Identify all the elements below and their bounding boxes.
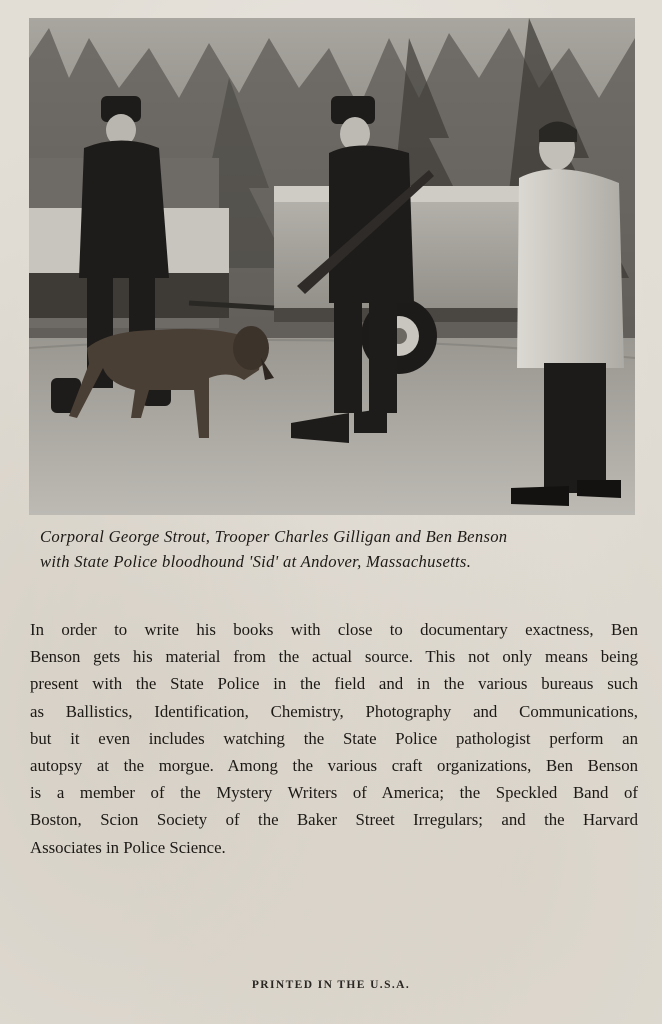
paragraph-line: but it even includes watching the State Police pathologist perform an bbox=[30, 728, 638, 748]
paragraph-line: present with the State Police in the field and in the various bureaus such bbox=[30, 674, 638, 694]
paragraph-line: is a member of the Mystery Writers of America; the Speckled Band of bbox=[30, 783, 638, 803]
paragraph-line: as Ballistics, Identification, Chemistry, Photography and Communications, bbox=[30, 701, 638, 721]
paragraph-line: autopsy at the morgue. Among the various craft organizations, Ben Benson bbox=[30, 756, 638, 776]
paragraph-line: In order to write his books with close to documentary exactness, Ben bbox=[30, 620, 638, 639]
caption-line: Corporal George Strout, Trooper Charles Gilligan and Ben Benson bbox=[40, 527, 508, 546]
paragraph-line: Benson gets his material from the actual source. This not only means being bbox=[30, 647, 638, 667]
bloodhound-photo bbox=[29, 18, 635, 515]
printed-in-usa-imprint: PRINTED IN THE U.S.A. bbox=[251, 979, 411, 991]
paragraph-line: Associates in Police Science. bbox=[30, 837, 226, 857]
photo-caption bbox=[40, 524, 640, 574]
caption-line: with State Police bloodhound 'Sid' at Andover, Massachusetts. bbox=[40, 552, 472, 571]
author-bio-paragraph bbox=[30, 616, 638, 861]
paragraph-line: Boston, Scion Society of the Baker Street Irregulars; and the Harvard bbox=[30, 810, 638, 830]
